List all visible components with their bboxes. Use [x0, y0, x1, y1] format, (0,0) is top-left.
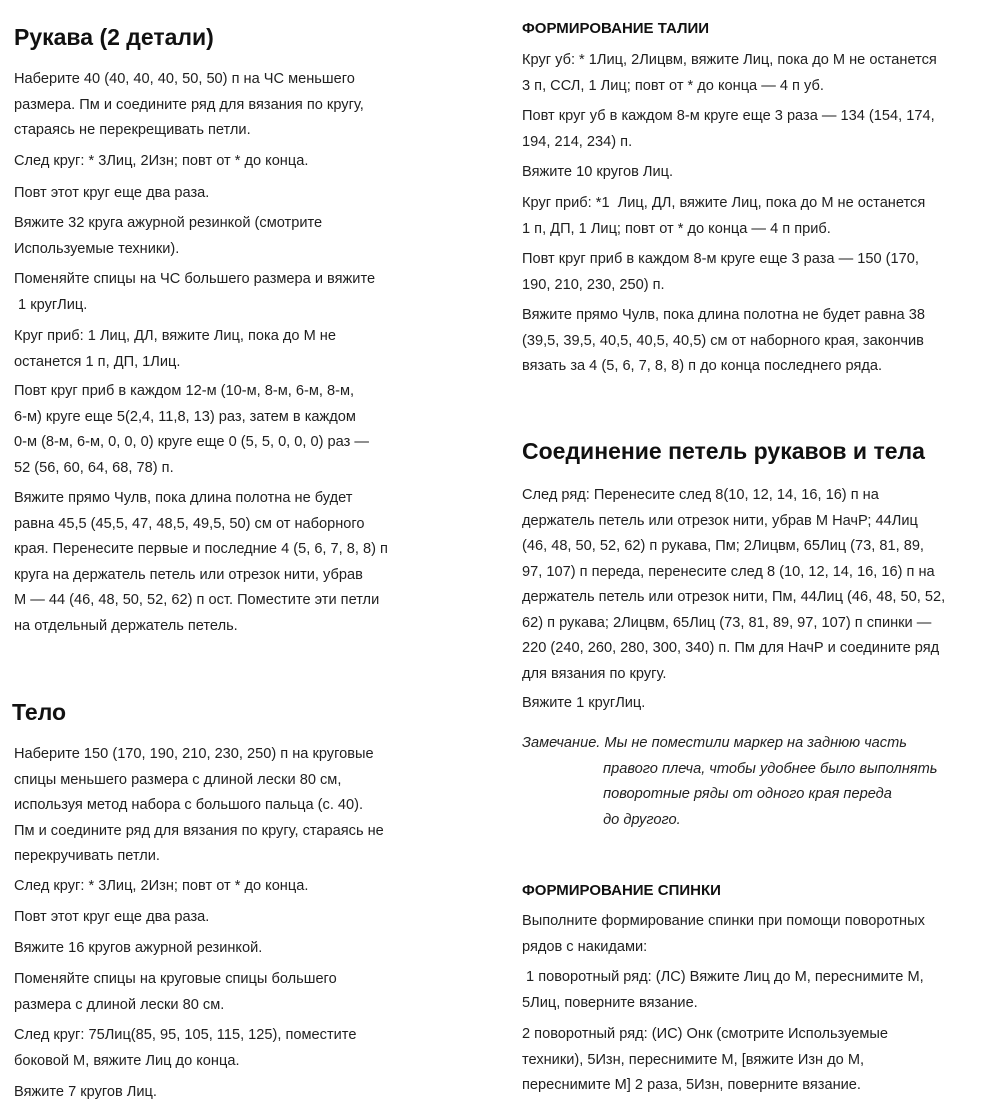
- body-paragraph-6: След круг: 75Лиц(85, 95, 105, 115, 125), поместите боковой М, вяжите Лиц до конца.: [14, 1027, 357, 1069]
- body-paragraph-4: Вяжите 16 кругов ажурной резинкой.: [14, 940, 263, 956]
- body-paragraph-7: Вяжите 7 кругов Лиц.: [14, 1084, 157, 1100]
- sleeves-paragraph-6: Круг приб: 1 Лиц, ДЛ, вяжите Лиц, пока до М не останется 1 п, ДП, 1Лиц.: [14, 328, 336, 370]
- waist-paragraph-2: Повт круг уб в каждом 8-м круге еще 3 раза — 134 (154, 174, 194, 214, 234) п.: [522, 108, 935, 150]
- back-paragraph-3: 2 поворотный ряд: (ИС) Онк (смотрите Используемые техники), 5Изн, переснимите М, [вяжите Изн до М, переснимите М] 2 раза, 5Изн, поверните вязание.: [522, 1026, 889, 1093]
- join-note: Замечание. Мы не поместили маркер на заднюю часть правого плеча, чтобы удобнее было выполнять поворотные ряды от одного края переда до другого.: [522, 735, 938, 828]
- waist-shaping-heading: ФОРМИРОВАНИЕ ТАЛИИ: [522, 20, 710, 37]
- body-paragraph-1: Наберите 150 (170, 190, 210, 230, 250) п на круговые спицы меньшего размера с длиной лески 80 см, используя метод набора с большого пальца (с. 40). Пм и соедините ряд для вязания по кругу, стараясь не перекручивать петли.: [14, 746, 384, 864]
- sleeves-paragraph-4: Вяжите 32 круга ажурной резинкой (смотрите Используемые техники).: [14, 215, 323, 257]
- waist-paragraph-6: Вяжите прямо Чулв, пока длина полотна не будет равна 38 (39,5, 39,5, 40,5, 40,5, 40,5) см от наборного края, закончив вязать за 4 (5, 6, 7, 8, 8) п до конца последнего ряда.: [522, 307, 925, 374]
- back-paragraph-2: 1 поворотный ряд: (ЛС) Вяжите Лиц до М, переснимите М, 5Лиц, поверните вязание.: [522, 969, 924, 1011]
- sleeves-paragraph-8: Вяжите прямо Чулв, пока длина полотна не будет равна 45,5 (45,5, 47, 48,5, 49,5, 50) см от наборного края. Перенесите первые и последние 4 (5, 6, 7, 8, 8) п круга на держатель петель или отрезок нити, убрав М — 44 (46, 48, 50, 52, 62) п ост. Поместите эти петли на отдельный держатель петель.: [14, 490, 388, 634]
- sleeves-paragraph-7: Повт круг приб в каждом 12-м (10-м, 8-м, 6-м, 8-м, 6-м) круге еще 5(2,4, 11,8, 13) раз, затем в каждом 0-м (8-м, 6-м, 0, 0, 0) круге еще 0 (5, 5, 0, 0, 0) раз — 52 (56, 60, 64, 68, 78) п.: [14, 383, 369, 476]
- waist-paragraph-5: Повт круг приб в каждом 8-м круге еще 3 раза — 150 (170, 190, 210, 230, 250) п.: [522, 251, 919, 293]
- sleeves-paragraph-5: Поменяйте спицы на ЧС большего размера и вяжите 1 кругЛиц.: [14, 271, 376, 313]
- waist-paragraph-4: Круг приб: *1 Лиц, ДЛ, вяжите Лиц, пока до М не останется 1 п, ДП, 1 Лиц; повт от * до конца — 4 п приб.: [522, 195, 926, 237]
- body-paragraph-5: Поменяйте спицы на круговые спицы большего размера с длиной лески 80 см.: [14, 971, 337, 1013]
- sleeves-heading: Рукава (2 детали): [14, 24, 214, 50]
- back-shaping-heading: ФОРМИРОВАНИЕ СПИНКИ: [522, 882, 721, 899]
- body-paragraph-3: Повт этот круг еще два раза.: [14, 909, 210, 925]
- join-heading: Соединение петель рукавов и тела: [522, 438, 925, 464]
- join-paragraph-1: След ряд: Перенесите след 8(10, 12, 14, 16, 16) п на держатель петель или отрезок нити, убрав М НачР; 44Лиц (46, 48, 50, 52, 62) п рукава, Пм; 2Лицвм, 65Лиц (73, 81, 89, 97, 107) п переда, перенесите след 8 (10, 12, 14, 16, 16) п на держатель петель или отрезок нити, Пм, 44Лиц (46, 48, 50, 52, 62) п рукава; 2Лицвм, 65Лиц (73, 81, 89, 97, 107) п спинки — 220 (240, 260, 280, 300, 340) п. Пм для НачР и соедините ряд для вязания по кругу.: [522, 487, 946, 682]
- back-paragraph-1: Выполните формирование спинки при помощи поворотных рядов с накидами:: [522, 913, 925, 955]
- body-paragraph-2: След круг: * 3Лиц, 2Изн; повт от * до конца.: [14, 878, 309, 894]
- sleeves-paragraph-2: След круг: * 3Лиц, 2Изн; повт от * до конца.: [14, 153, 309, 169]
- waist-paragraph-1: Круг уб: * 1Лиц, 2Лицвм, вяжите Лиц, пока до М не останется 3 п, ССЛ, 1 Лиц; повт от * до конца — 4 п уб.: [522, 52, 937, 94]
- waist-paragraph-3: Вяжите 10 кругов Лиц.: [522, 164, 674, 180]
- sleeves-paragraph-3: Повт этот круг еще два раза.: [14, 185, 210, 201]
- join-paragraph-2: Вяжите 1 кругЛиц.: [522, 695, 646, 711]
- body-heading: Тело: [12, 699, 67, 725]
- sleeves-paragraph-1: Наберите 40 (40, 40, 40, 50, 50) п на ЧС меньшего размера. Пм и соедините ряд для вязания по кругу, стараясь не перекрещивать петли.: [14, 71, 364, 138]
